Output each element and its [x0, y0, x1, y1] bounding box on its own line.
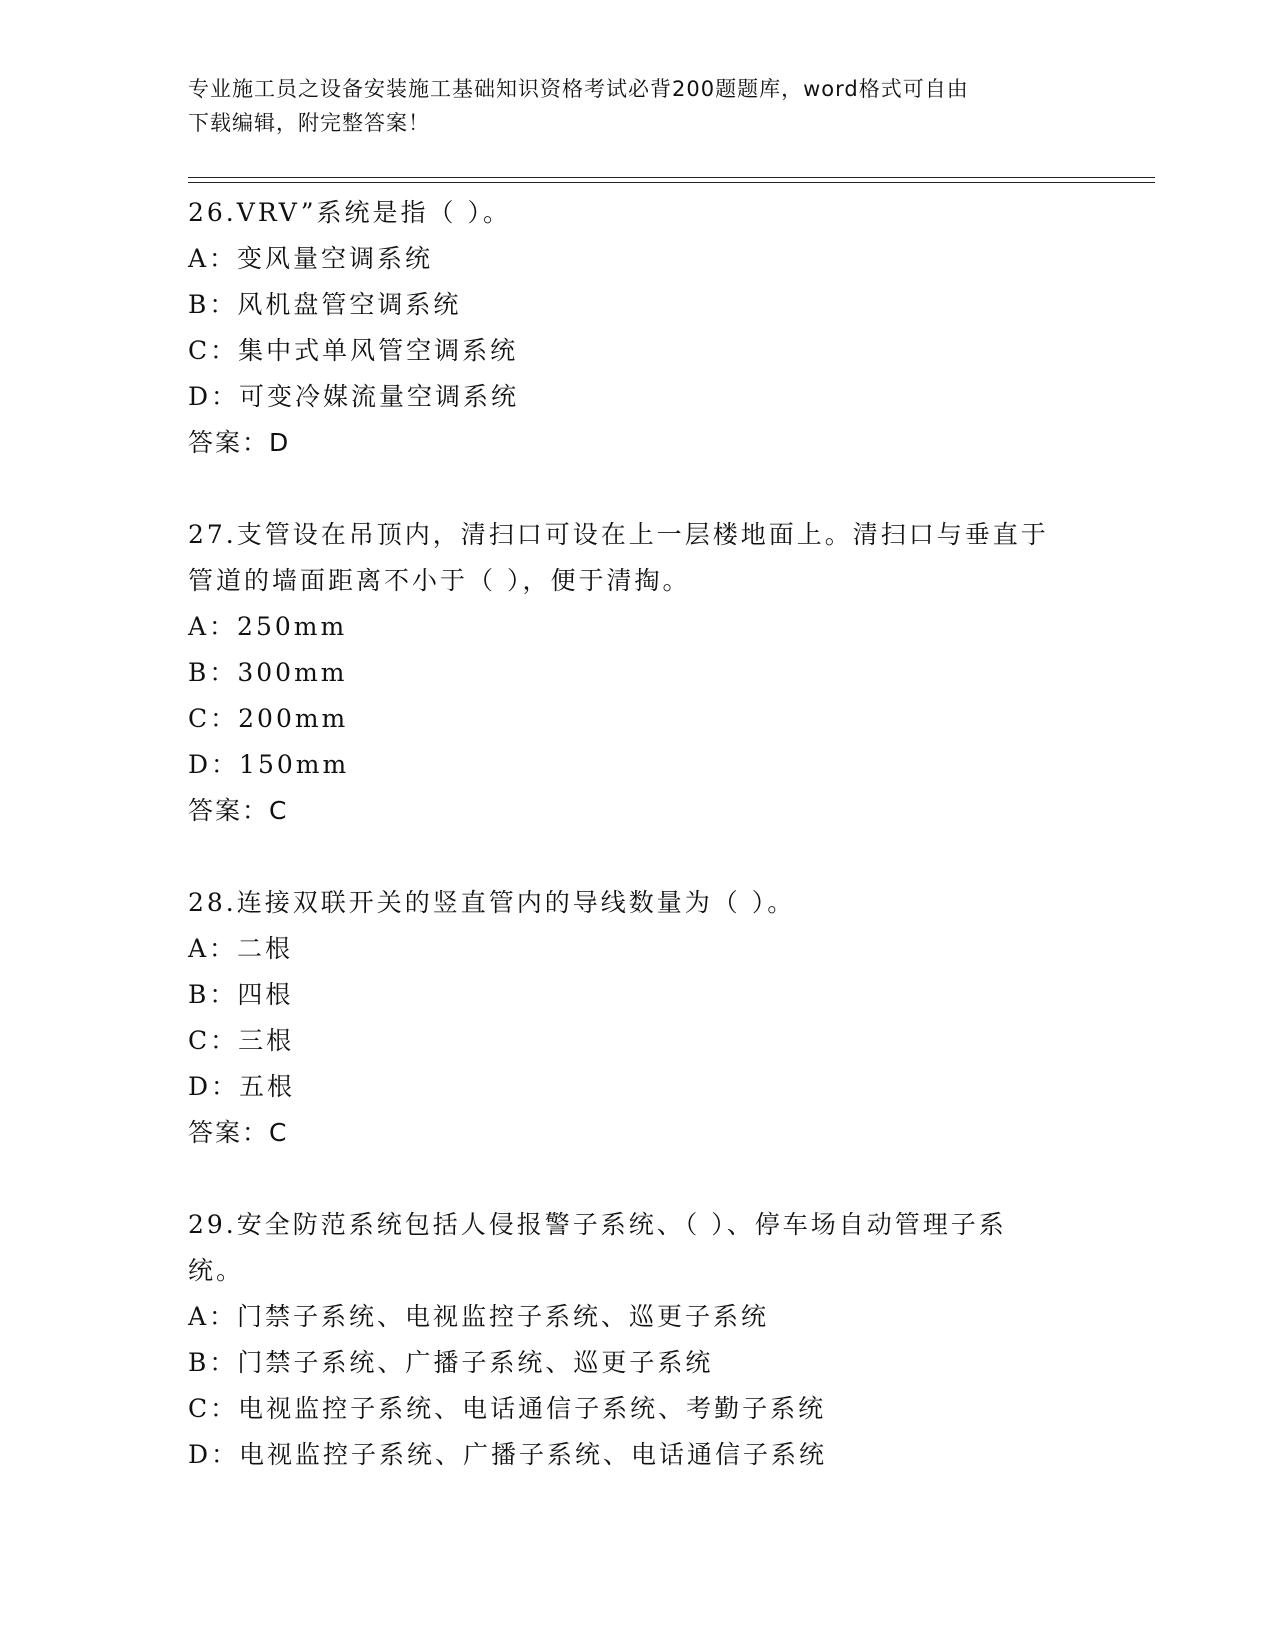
option-b: B：风机盘管空调系统 [188, 290, 462, 319]
option-b: B：四根 [188, 980, 294, 1009]
option-d: D：可变冷媒流量空调系统 [188, 382, 520, 411]
question-stem: 28.连接双联开关的竖直管内的导线数量为（ ）。 [188, 888, 796, 917]
question-28 [188, 880, 1088, 1156]
option-c: C：三根 [188, 1026, 295, 1055]
option-a: A：变风量空调系统 [188, 244, 434, 273]
header-divider-bottom [188, 182, 1155, 183]
question-stem: 27.支管设在吊顶内，清扫口可设在上一层楼地面上。清扫口与垂直于 [188, 520, 1049, 549]
option-c: C：200mm [188, 704, 349, 733]
header-divider-top [188, 177, 1155, 178]
option-d: D：五根 [188, 1072, 296, 1101]
option-d: D：150mm [188, 750, 350, 779]
option-d: D：电视监控子系统、广播子系统、电话通信子系统 [188, 1440, 828, 1469]
question-stem: 29.安全防范系统包括人侵报警子系统、（ ）、停车场自动管理子系 [188, 1210, 1007, 1239]
header-line-2: 下载编辑，附完整答案！ [188, 111, 430, 135]
option-c: C：集中式单风管空调系统 [188, 336, 519, 365]
question-stem-continued: 统。 [188, 1256, 245, 1285]
question-spacer [188, 466, 1088, 512]
option-b: B：300mm [188, 658, 348, 687]
question-spacer [188, 834, 1088, 880]
question-list [188, 190, 1088, 1478]
question-stem: 26.VRV”系统是指（ ）。 [188, 198, 511, 227]
document-header [188, 72, 1068, 140]
header-line-1: 专业施工员之设备安装施工基础知识资格考试必背200题题库，word格式可自由 [188, 77, 969, 101]
option-a: A：门禁子系统、电视监控子系统、巡更子系统 [188, 1302, 770, 1331]
answer: 答案：D [188, 428, 291, 457]
option-b: B：门禁子系统、广播子系统、巡更子系统 [188, 1348, 714, 1377]
question-26 [188, 190, 1088, 466]
option-c: C：电视监控子系统、电话通信子系统、考勤子系统 [188, 1394, 827, 1423]
question-27 [188, 512, 1088, 834]
option-a: A：二根 [188, 934, 294, 963]
answer: 答案：C [188, 796, 289, 825]
answer: 答案：C [188, 1118, 289, 1147]
option-a: A：250mm [188, 612, 348, 641]
question-spacer [188, 1156, 1088, 1202]
question-stem-continued: 管道的墙面距离不小于（ ），便于清掏。 [188, 566, 691, 595]
question-29 [188, 1202, 1088, 1478]
